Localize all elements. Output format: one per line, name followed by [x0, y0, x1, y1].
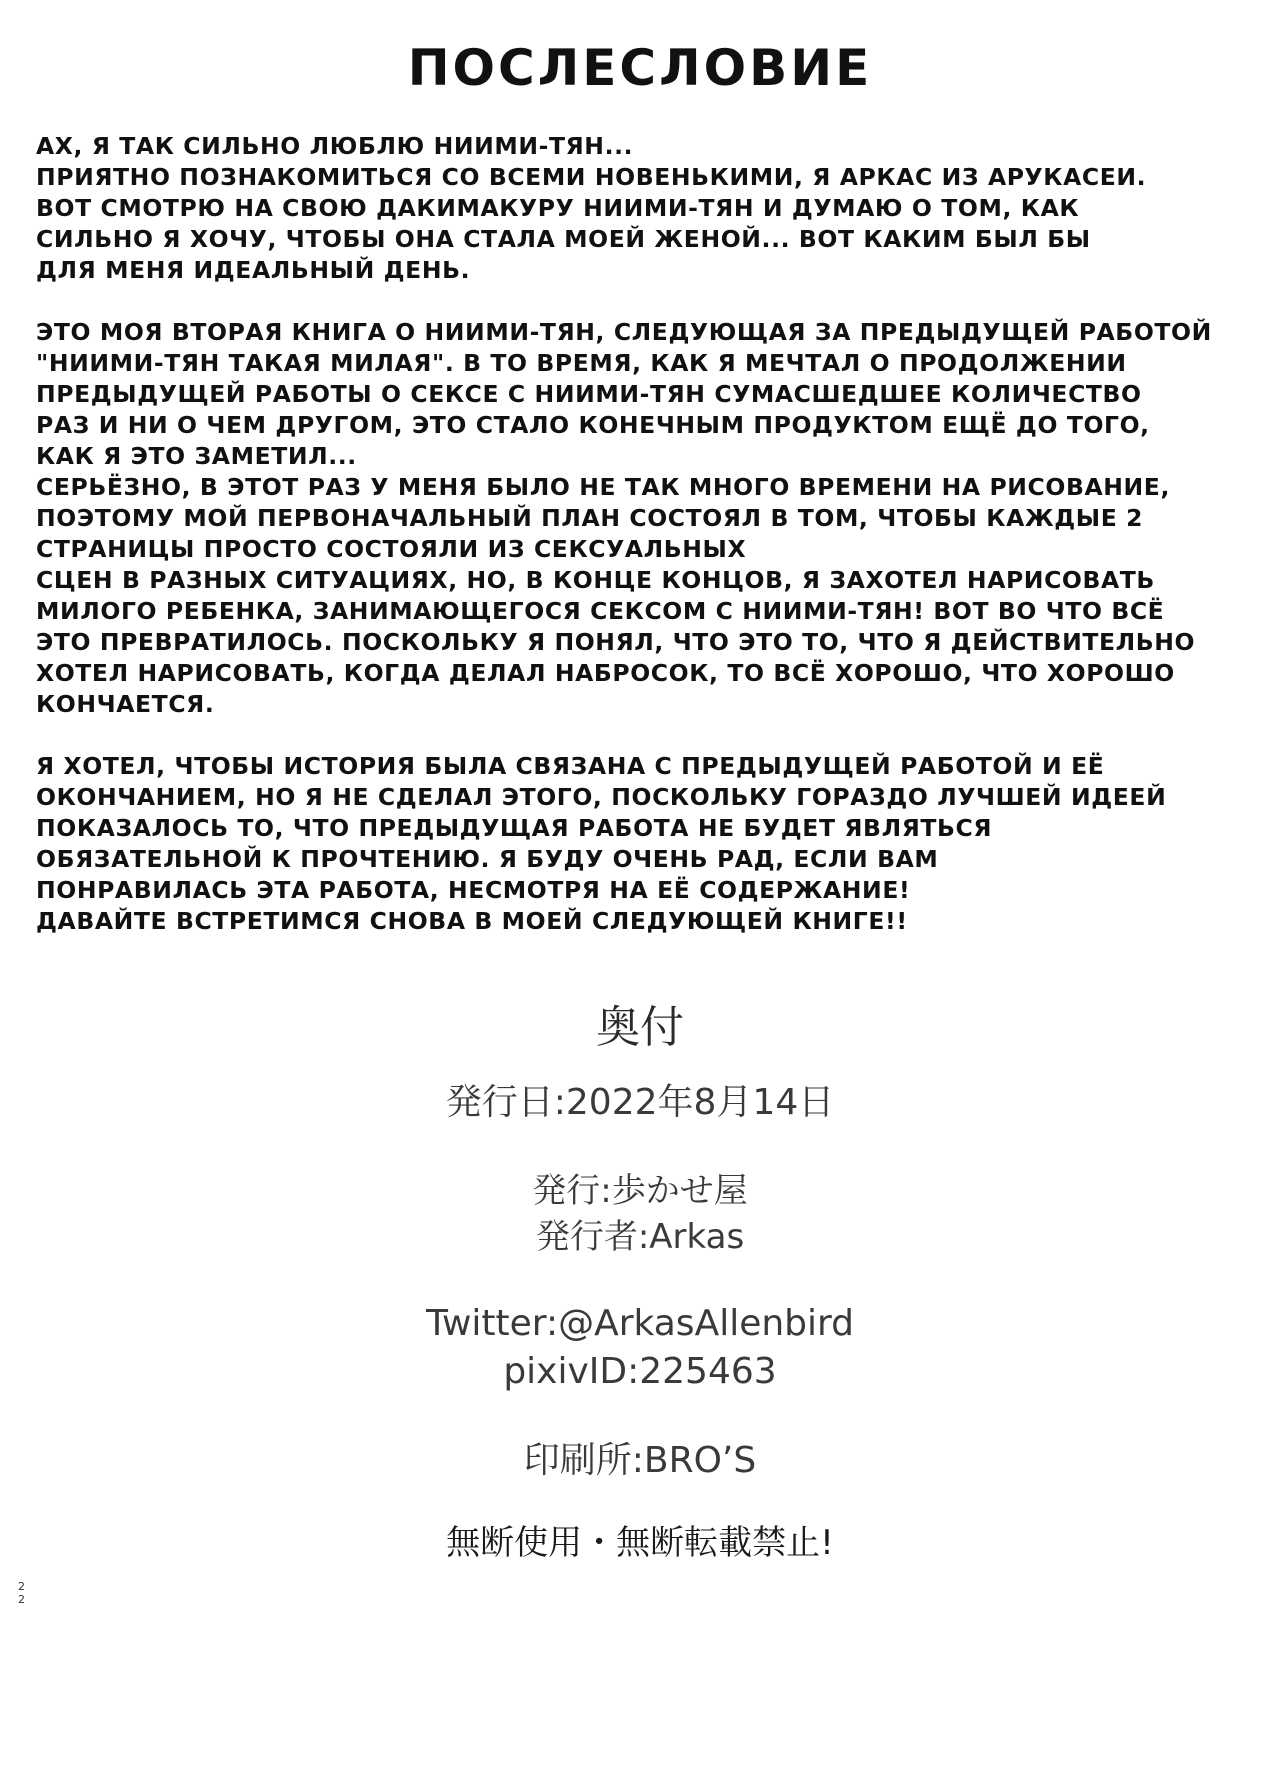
paragraph [36, 751, 1276, 937]
publication-date: 発行日:2022年8月14日 [445, 1082, 835, 1123]
page-number [18, 1580, 30, 1606]
text-line: ОБЯЗАТЕЛЬНОЙ К ПРОЧТЕНИЮ. Я БУДУ ОЧЕНЬ РАД, ЕСЛИ ВАМ [36, 845, 939, 873]
text-line: ОКОНЧАНИЕМ, НО Я НЕ СДЕЛАЛ ЭТОГО, ПОСКОЛЬКУ ГОРАЗДО ЛУЧШЕЙ ИДЕЕЙ [36, 783, 1167, 811]
text-line: ХОТЕЛ НАРИСОВАТЬ, КОГДА ДЕЛАЛ НАБРОСОК, ТО ВСЁ ХОРОШО, ЧТО ХОРОШО [36, 659, 1175, 687]
copyright-notice: 無断使用・無断転載禁止! [446, 1523, 834, 1563]
text-line: СИЛЬНО Я ХОЧУ, ЧТОБЫ ОНА СТАЛА МОЕЙ ЖЕНОЙ... ВОТ КАКИМ БЫЛ БЫ [36, 225, 1091, 253]
text-line: ЭТО ПРЕВРАТИЛОСЬ. ПОСКОЛЬКУ Я ПОНЯЛ, ЧТО ЭТО ТО, ЧТО Я ДЕЙСТВИТЕЛЬНО [36, 628, 1196, 656]
text-line: СЕРЬЁЗНО, В ЭТОТ РАЗ У МЕНЯ БЫЛО НЕ ТАК МНОГО ВРЕМЕНИ НА РИСОВАНИЕ, [36, 473, 1170, 501]
text-line: РАЗ И НИ О ЧЕМ ДРУГОМ, ЭТО СТАЛО КОНЕЧНЫМ ПРОДУКТОМ ЕЩЁ ДО ТОГО, [36, 411, 1150, 439]
pixiv-id: pixivID:225463 [503, 1351, 777, 1392]
text-line: ПОНРАВИЛАСЬ ЭТА РАБОТА, НЕСМОТРЯ НА ЕЁ СОДЕРЖАНИЕ! [36, 876, 911, 904]
issuer: 発行者:Arkas [535, 1217, 745, 1257]
publisher: 発行:歩かせ屋 [532, 1171, 748, 1211]
text-line: ДЛЯ МЕНЯ ИДЕАЛЬНЫЙ ДЕНЬ. [36, 256, 471, 284]
printer: 印刷所:BRO’S [523, 1440, 757, 1481]
twitter-handle: Twitter:@ArkasAllenbird [425, 1303, 855, 1344]
publisher-block [0, 1168, 1280, 1260]
text-line: КОНЧАЕТСЯ. [36, 690, 215, 718]
page-number-digit: 2 [18, 1580, 25, 1593]
text-line: ПРЕДЫДУЩЕЙ РАБОТЫ О СЕКСЕ С НИИМИ-ТЯН СУМАСШЕДШЕЕ КОЛИЧЕСТВО [36, 380, 1142, 408]
text-line: ЭТО МОЯ ВТОРАЯ КНИГА О НИИМИ-ТЯН, СЛЕДУЮЩАЯ ЗА ПРЕДЫДУЩЕЙ РАБОТОЙ [36, 318, 1212, 346]
contact-block [0, 1300, 1280, 1396]
text-line: ПОЭТОМУ МОЙ ПЕРВОНАЧАЛЬНЫЙ ПЛАН СОСТОЯЛ В ТОМ, ЧТОБЫ КАЖДЫЕ 2 [36, 504, 1144, 532]
text-line: СТРАНИЦЫ ПРОСТО СОСТОЯЛИ ИЗ СЕКСУАЛЬНЫХ [36, 535, 747, 563]
text-line: "НИИМИ-ТЯН ТАКАЯ МИЛАЯ". В ТО ВРЕМЯ, КАК Я МЕЧТАЛ О ПРОДОЛЖЕНИИ [36, 349, 1127, 377]
afterword-body [36, 131, 1276, 968]
paragraph [36, 131, 1276, 286]
text-line: ВОТ СМОТРЮ НА СВОЮ ДАКИМАКУРУ НИИМИ-ТЯН И ДУМАЮ О ТОМ, КАК [36, 194, 1080, 222]
text-line: ПОКАЗАЛОСЬ ТО, ЧТО ПРЕДЫДУЩАЯ РАБОТА НЕ БУДЕТ ЯВЛЯТЬСЯ [36, 814, 993, 842]
text-line: МИЛОГО РЕБЕНКА, ЗАНИМАЮЩЕГОСЯ СЕКСОМ С НИИМИ-ТЯН! ВОТ ВО ЧТО ВСЁ [36, 597, 1165, 625]
text-line: Я ХОТЕЛ, ЧТОБЫ ИСТОРИЯ БЫЛА СВЯЗАНА С ПРЕДЫДУЩЕЙ РАБОТОЙ И ЕЁ [36, 752, 1105, 780]
text-line: ДАВАЙТЕ ВСТРЕТИМСЯ СНОВА В МОЕЙ СЛЕДУЮЩЕЙ КНИГЕ!! [36, 907, 908, 935]
text-line: КАК Я ЭТО ЗАМЕТИЛ... [36, 442, 357, 470]
colophon-title: 奥付 [596, 1002, 684, 1053]
paragraph [36, 317, 1276, 720]
text-line: СЦЕН В РАЗНЫХ СИТУАЦИЯХ, НО, В КОНЦЕ КОНЦОВ, Я ЗАХОТЕЛ НАРИСОВАТЬ [36, 566, 1155, 594]
text-line: ПРИЯТНО ПОЗНАКОМИТЬСЯ СО ВСЕМИ НОВЕНЬКИМИ, Я АРКАС ИЗ АРУКАСЕИ. [36, 163, 1147, 191]
page-number-digit: 2 [18, 1593, 25, 1606]
text-line: АХ, Я ТАК СИЛЬНО ЛЮБЛЮ НИИМИ-ТЯН... [36, 132, 634, 160]
afterword-title: ПОСЛЕСЛОВИЕ [407, 39, 873, 97]
